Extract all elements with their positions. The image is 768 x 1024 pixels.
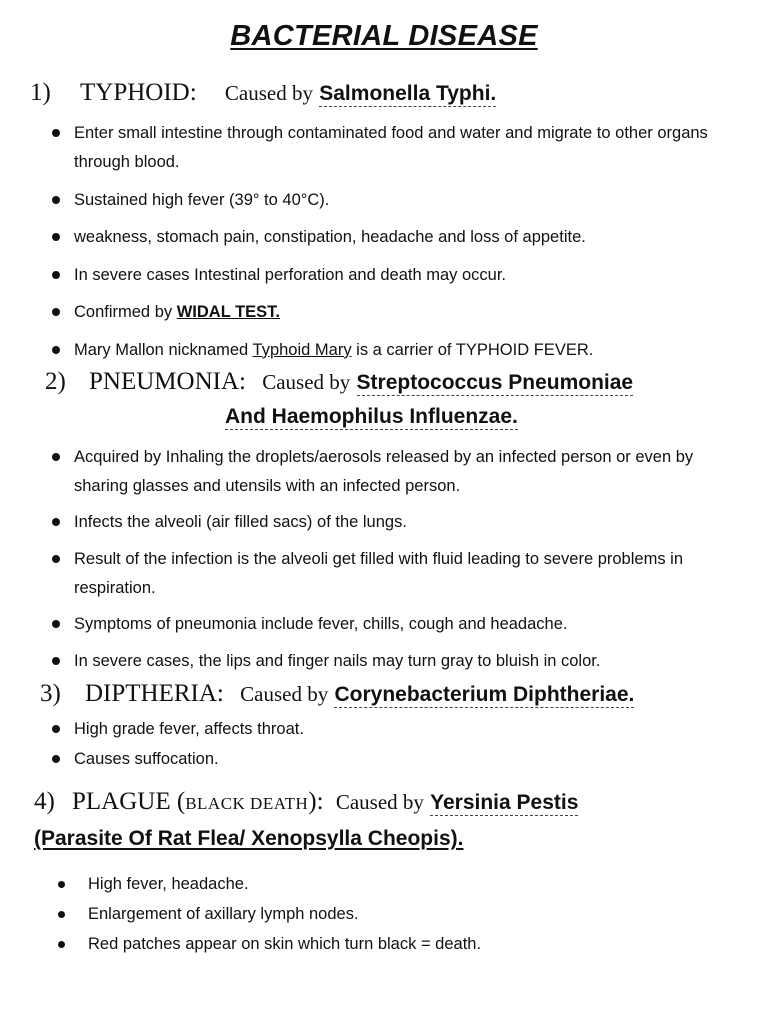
disease-name: DIPTHERIA: — [85, 680, 224, 707]
bullet-icon — [52, 620, 60, 628]
section-heading-typhoid — [30, 77, 496, 110]
bullet-icon — [52, 657, 60, 665]
organism-line2-pneumonia: And Haemophilus Influenzae. — [225, 405, 518, 428]
list-item: Infects the alveoli (air filled sacs) of the lungs. — [50, 508, 750, 537]
plague-bullet-list — [50, 870, 750, 960]
list-item: Causes suffocation. — [50, 745, 750, 774]
disease-alias: BLACK DEATH — [185, 794, 309, 813]
disease-name: PNEUMONIA: — [89, 368, 246, 395]
list-item: Enlargement of axillary lymph nodes. — [50, 900, 750, 929]
list-item: Confirmed by WIDAL TEST. — [50, 298, 750, 327]
list-item: High grade fever, affects throat. — [50, 715, 750, 744]
disease-name: TYPHOID: — [80, 79, 197, 106]
section-number: 2) — [45, 368, 66, 395]
list-item: Result of the infection is the alveoli get filled with fluid leading to severe problems in respiration. — [50, 545, 750, 603]
document-title: BACTERIAL DISEASE — [230, 20, 538, 52]
section-number: 3) — [40, 680, 61, 707]
organism-name: Streptococcus Pneumoniae — [356, 371, 634, 394]
bullet-icon — [52, 755, 60, 763]
bullet-icon — [52, 308, 60, 316]
list-item: Red patches appear on skin which turn black = death. — [50, 930, 750, 959]
bullet-icon — [52, 555, 60, 563]
bullet-icon — [52, 346, 60, 354]
caused-by-label: Caused by — [240, 682, 329, 706]
bullet-icon — [52, 453, 60, 461]
organism-name: Corynebacterium Diphtheriae. — [334, 683, 635, 706]
section-heading-diptheria — [40, 678, 634, 711]
organism-name: Yersinia Pestis — [430, 791, 579, 814]
bullet-icon — [58, 941, 65, 948]
list-item: Symptoms of pneumonia include fever, chills, cough and headache. — [50, 610, 750, 639]
list-item: High fever, headache. — [50, 870, 750, 899]
bullet-icon — [52, 518, 60, 526]
bullet-icon — [58, 911, 65, 918]
bullet-icon — [52, 196, 60, 204]
bullet-icon — [52, 725, 60, 733]
bullet-icon — [52, 129, 60, 137]
section-heading-plague: 4) PLAGUE (BLACK DEATH): Caused by Yersinia Pestis — [34, 786, 578, 820]
pneumonia-bullet-list — [50, 443, 750, 676]
caused-by-label: Caused by — [262, 370, 351, 394]
diptheria-bullet-list — [50, 715, 750, 775]
section-number: 4) — [34, 788, 55, 815]
caused-by-label: Caused by — [224, 81, 313, 105]
widal-test-emphasis: WIDAL TEST. — [176, 303, 280, 321]
disease-name: PLAGUE ( — [72, 788, 186, 815]
organism-line2-plague: (Parasite Of Rat Flea/ Xenopsylla Cheopis). — [34, 827, 464, 850]
typhoid-bullet-list — [50, 119, 750, 373]
list-item: Acquired by Inhaling the droplets/aerosols released by an infected person or even by sharing glasses and utensils with an infected person. — [50, 443, 750, 501]
list-item: In severe cases, the lips and finger nails may turn gray to bluish in color. — [50, 647, 750, 676]
bullet-icon — [58, 881, 65, 888]
section-number: 1) — [30, 79, 51, 106]
section-heading-pneumonia — [45, 366, 633, 399]
bullet-icon — [52, 233, 60, 241]
list-item: Mary Mallon nicknamed Typhoid Mary is a carrier of TYPHOID FEVER. — [50, 336, 750, 365]
list-item: Sustained high fever (39° to 40°C). — [50, 186, 750, 215]
caused-by-label: Caused by — [335, 790, 424, 814]
list-item: In severe cases Intestinal perforation and death may occur. — [50, 261, 750, 290]
list-item: Enter small intestine through contaminated food and water and migrate to other organs through blood. — [50, 119, 750, 177]
list-item: weakness, stomach pain, constipation, headache and loss of appetite. — [50, 223, 750, 252]
typhoid-mary-emphasis: Typhoid Mary — [252, 340, 352, 359]
bullet-icon — [52, 271, 60, 279]
organism-name: Salmonella Typhi. — [319, 82, 497, 105]
